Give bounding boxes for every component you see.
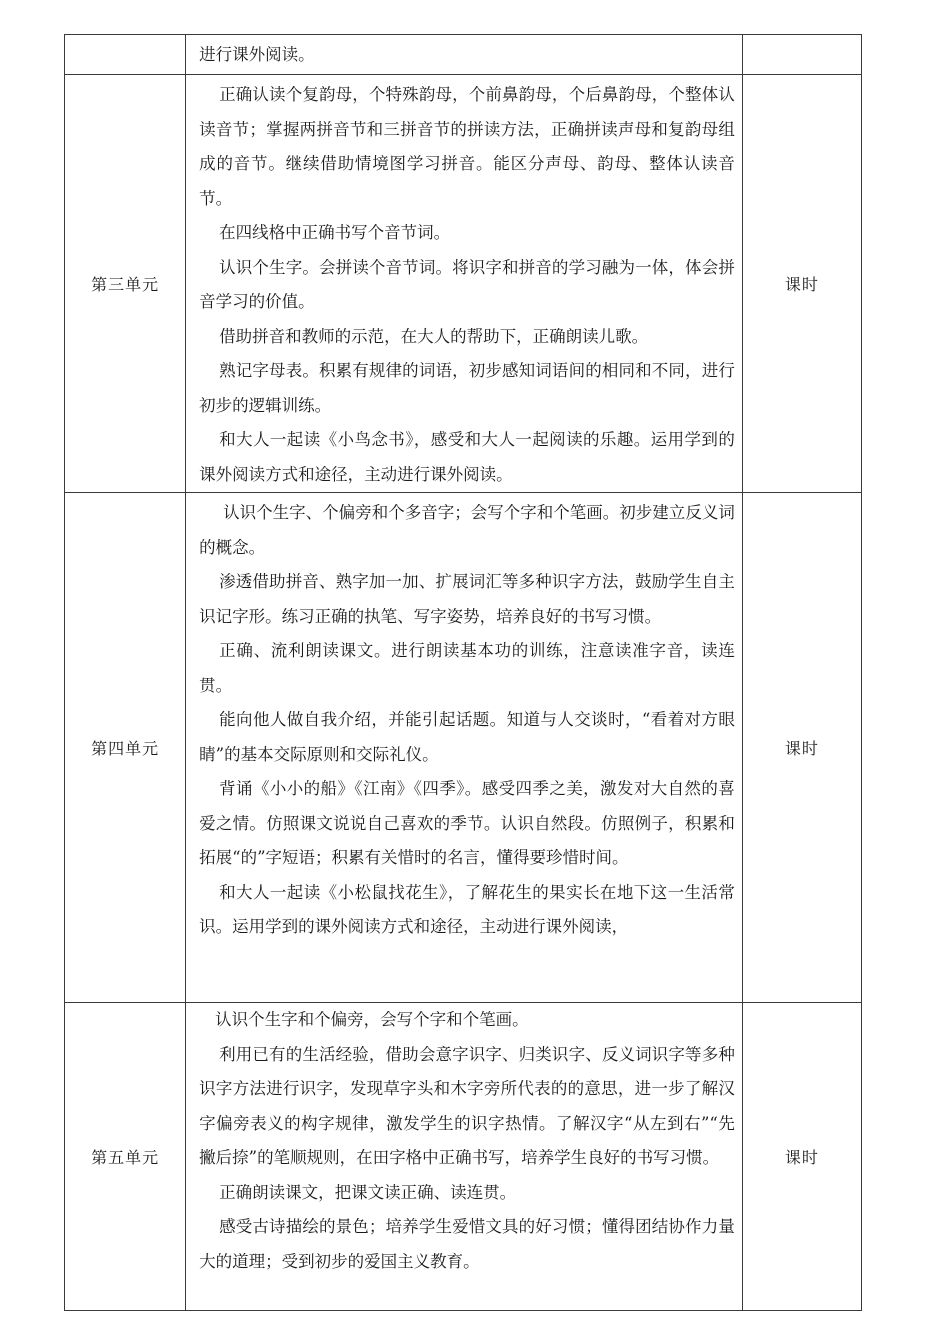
unit-label: 第三单元 <box>91 275 160 294</box>
content-paragraph: 能向他人做自我介绍，并能引起话题。知道与人交谈时，“看着对方眼睛”的基本交际原则和交际礼仪。 <box>199 710 735 764</box>
content-cell <box>186 1003 743 1311</box>
curriculum-table <box>64 34 862 1311</box>
hours-cell <box>742 35 861 75</box>
content-paragraph: 借助拼音和教师的示范，在大人的帮助下，正确朗读儿歌。 <box>219 326 649 346</box>
content-paragraph: 进行课外阅读。 <box>199 45 315 64</box>
content-paragraph: 利用已有的生活经验，借助会意字识字、归类识字、反义词识字等多种识字方法进行识字，发现草字头和木字旁所代表的的意思，进一步了解汉字偏旁表义的构字规律，激发学生的识字热情。了解汉字“从左到右”“先撇后捺”的笔顺规则，在田字格中正确书写，培养学生良好的书写习惯。 <box>199 1044 735 1167</box>
content-paragraph: 背诵《小小的船》《江南》《四季》。感受四季之美，激发对大自然的喜爱之情。仿照课文说说自己喜欢的季节。认识自然段。仿照例子，积累和拓展“的”字短语；积累有关惜时的名言，懂得要珍惜时间。 <box>199 779 735 867</box>
content-cell <box>186 493 743 1003</box>
content-cell <box>186 75 743 493</box>
unit-label: 第四单元 <box>91 739 160 758</box>
content-paragraph: 和大人一起读《小鸟念书》，感受和大人一起阅读的乐趣。运用学到的课外阅读方式和途径，主动进行课外阅读。 <box>199 430 735 484</box>
content-paragraph: 正确、流利朗读课文。进行朗读基本功的训练，注意读准字音，读连贯。 <box>199 641 735 695</box>
content-paragraph: 熟记字母表。积累有规律的词语，初步感知词语间的相同和不同，进行初步的逻辑训练。 <box>199 361 735 415</box>
content-paragraph: 正确朗读课文，把课文读正确、读连贯。 <box>219 1182 517 1202</box>
unit-cell <box>65 493 186 1003</box>
content-paragraph: 在四线格中正确书写个音节词。 <box>219 223 451 242</box>
content-paragraph: 感受古诗描绘的景色；培养学生爱惜文具的好习惯；懂得团结协作力量大的道理；受到初步的爱国主义教育。 <box>199 1217 735 1271</box>
hours-label: 课时 <box>784 739 819 758</box>
table-row <box>65 1003 862 1311</box>
content-paragraph: 渗透借助拼音、熟字加一加、扩展词汇等多种识字方法，鼓励学生自主识记字形。练习正确的执笔、写字姿势，培养良好的书写习惯。 <box>199 572 735 626</box>
hours-cell <box>742 493 861 1003</box>
table-row <box>65 493 862 1003</box>
content-paragraph: 认识个生字、个偏旁和个多音字；会写个字和个笔画。初步建立反义词的概念。 <box>199 503 735 557</box>
table-row <box>65 35 862 75</box>
hours-label: 课时 <box>784 275 819 294</box>
hours-cell <box>742 75 861 493</box>
content-paragraph: 认识个生字。会拼读个音节词。将识字和拼音的学习融为一体，体会拼音学习的价值。 <box>199 257 735 311</box>
content-paragraph: 和大人一起读《小松鼠找花生》，了解花生的果实长在地下这一生活常识。运用学到的课外阅读方式和途径，主动进行课外阅读， <box>199 882 735 936</box>
unit-cell <box>65 1003 186 1311</box>
content-paragraph: 正确认读个复韵母，个特殊韵母，个前鼻韵母，个后鼻韵母，个整体认读音节；掌握两拼音节和三拼音节的拼读方法，正确拼读声母和复韵母组成的音节。继续借助情境图学习拼音。能区分声母、韵母、整体认读音节。 <box>199 85 735 208</box>
unit-cell <box>65 35 186 75</box>
hours-cell <box>742 1003 861 1311</box>
unit-label: 第五单元 <box>91 1148 160 1167</box>
unit-cell <box>65 75 186 493</box>
content-cell <box>186 35 743 75</box>
content-paragraph: 认识个生字和个偏旁，会写个字和个笔画。 <box>215 1010 529 1029</box>
hours-label: 课时 <box>784 1148 819 1167</box>
table-row <box>65 75 862 493</box>
